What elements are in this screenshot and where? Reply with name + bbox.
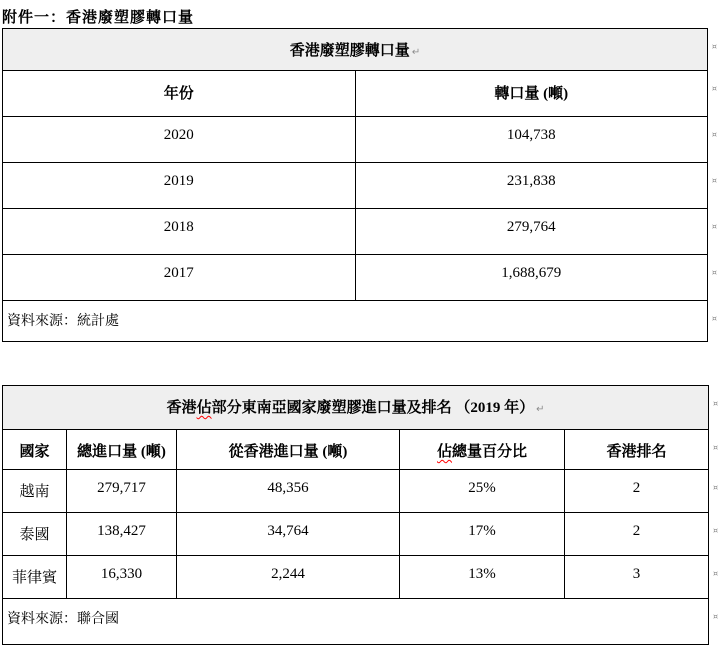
country-value: 菲律賓 [11, 570, 57, 586]
reexport-volume-table [2, 28, 717, 342]
rank-cell [565, 513, 719, 556]
volume-value: 279,764 [506, 219, 556, 235]
source-text: 資料來源：統計處 [7, 314, 119, 329]
sea-table-caption-misspelled: 佔 [196, 400, 212, 416]
share-value: 25% [468, 480, 496, 496]
sea-table-caption-pre: 香港 [166, 400, 197, 416]
volume-cell [355, 163, 717, 209]
share-column-header-label: 總量百分比 [452, 444, 528, 460]
table-row [3, 163, 708, 209]
paragraph-mark-icon: ↵ [536, 404, 545, 415]
share-value: 13% [468, 566, 496, 582]
table-row [3, 117, 708, 163]
table-row [3, 470, 709, 513]
volume-cell [355, 255, 717, 301]
end-of-row-mark-icon: ¤ [712, 443, 719, 452]
from-hk-column-header-label: 從香港進口量 (噸) [228, 444, 348, 460]
volume-column-header [355, 71, 717, 117]
table-row [3, 255, 708, 301]
rank-value: 3 [632, 566, 641, 582]
sea-table-caption-cell [3, 386, 719, 430]
table-row [3, 513, 709, 556]
year-column-header-label: 年份 [163, 86, 194, 102]
country-column-header-label: 國家 [19, 444, 50, 460]
table-gap [0, 342, 720, 385]
table-caption-row [3, 386, 709, 430]
from-hk-value: 34,764 [267, 523, 309, 539]
year-value: 2017 [163, 265, 194, 281]
reexport-table-caption-cell [3, 29, 717, 71]
year-cell [3, 209, 356, 255]
table-header-row [3, 71, 708, 117]
total-import-column-header-label: 總進口量 (噸) [77, 444, 166, 460]
end-of-row-mark-icon: ¤ [712, 569, 719, 578]
rank-cell [565, 470, 719, 513]
country-value: 泰國 [19, 527, 50, 543]
end-of-row-mark-icon: ¤ [712, 399, 719, 408]
end-of-row-mark-icon: ¤ [711, 42, 717, 51]
total-import-value: 279,717 [97, 480, 146, 496]
rank-column-header-label: 香港排名 [606, 444, 667, 460]
year-column-header [3, 71, 356, 117]
table-row [3, 556, 709, 599]
rank-value: 2 [632, 523, 641, 539]
share-cell [400, 513, 565, 556]
volume-cell [355, 209, 717, 255]
from-hk-cell [177, 513, 400, 556]
volume-value: 104,738 [506, 127, 556, 143]
from-hk-cell [177, 470, 400, 513]
year-cell [3, 255, 356, 301]
end-of-row-mark-icon: ¤ [711, 222, 717, 231]
rank-cell [565, 556, 719, 599]
year-value: 2018 [163, 219, 194, 235]
country-value: 越南 [19, 484, 50, 500]
from-hk-column-header [177, 430, 400, 470]
total-import-cell [67, 513, 177, 556]
total-import-cell [67, 556, 177, 599]
share-value: 17% [468, 523, 496, 539]
year-value: 2019 [163, 173, 194, 189]
end-of-row-mark-icon: ¤ [711, 84, 717, 93]
country-cell [3, 556, 67, 599]
share-cell [400, 556, 565, 599]
country-column-header [3, 430, 67, 470]
table-caption-row [3, 29, 708, 71]
end-of-row-mark-icon: ¤ [711, 268, 717, 277]
table-row [3, 209, 708, 255]
source-text: 資料來源：聯合國 [7, 612, 119, 627]
year-cell [3, 163, 356, 209]
from-hk-value: 48,356 [267, 480, 309, 496]
end-of-row-mark-icon: ¤ [712, 483, 719, 492]
end-of-row-mark-icon: ¤ [712, 526, 719, 535]
total-import-cell [67, 470, 177, 513]
country-cell [3, 470, 67, 513]
total-import-column-header [67, 430, 177, 470]
end-of-row-mark-icon: ¤ [711, 130, 717, 139]
from-hk-value: 2,244 [271, 566, 305, 582]
end-of-row-mark-icon: ¤ [711, 314, 717, 323]
volume-value: 1,688,679 [501, 265, 562, 281]
year-cell [3, 117, 356, 163]
volume-value: 231,838 [506, 173, 556, 189]
source-cell [3, 599, 719, 645]
end-of-row-mark-icon: ¤ [711, 176, 717, 185]
share-cell [400, 470, 565, 513]
end-of-row-mark-icon: ¤ [712, 612, 719, 621]
total-import-value: 138,427 [97, 523, 146, 539]
total-import-value: 16,330 [100, 566, 143, 582]
rank-value: 2 [632, 480, 641, 496]
paragraph-mark-icon: ↵ [411, 47, 421, 58]
sea-table-caption-post: 部分東南亞國家廢塑膠進口量及排名 （2019 年） [211, 400, 535, 416]
sea-import-ranking-table [2, 385, 719, 645]
share-column-header-misspelled: 佔 [436, 444, 452, 460]
table-source-row [3, 599, 709, 645]
share-column-header [400, 430, 565, 470]
appendix-title: 附件一：香港廢塑膠轉口量 [2, 10, 195, 26]
volume-cell [355, 117, 717, 163]
table-header-row [3, 430, 709, 470]
country-cell [3, 513, 67, 556]
rank-column-header [565, 430, 719, 470]
table-source-row [3, 301, 708, 342]
from-hk-cell [177, 556, 400, 599]
year-value: 2020 [163, 127, 194, 143]
volume-column-header-label: 轉口量 (噸) [494, 86, 569, 102]
source-cell [3, 301, 717, 342]
reexport-table-caption: 香港廢塑膠轉口量 [289, 43, 410, 59]
